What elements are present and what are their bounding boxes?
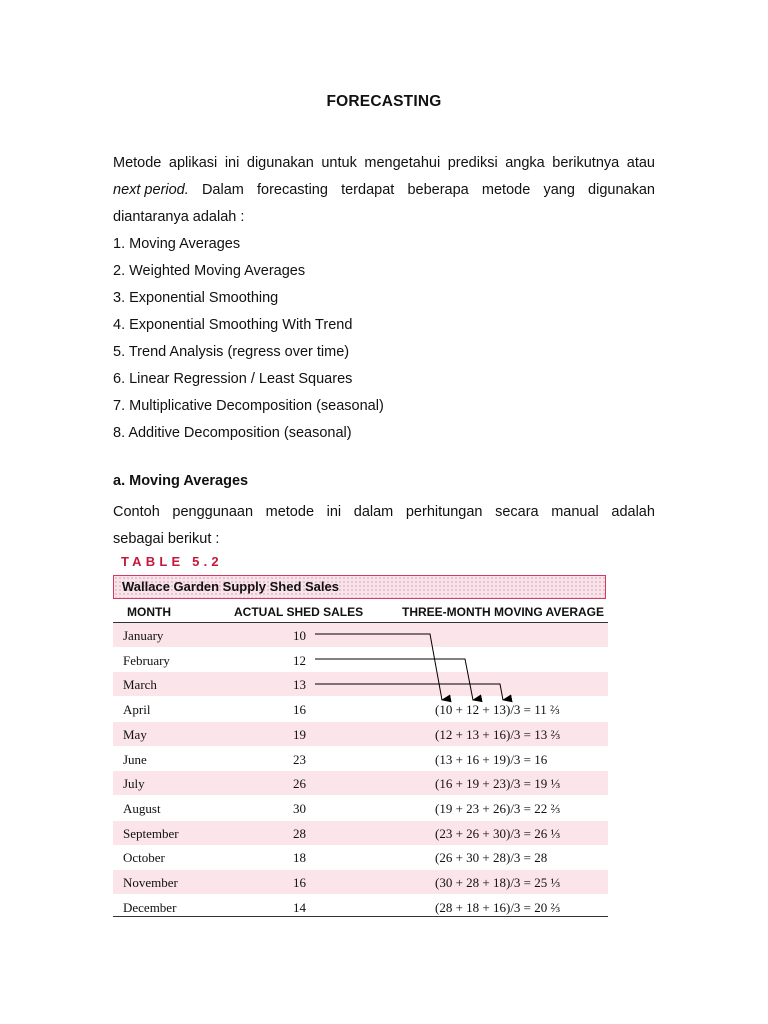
sales-cell: 26 <box>293 776 306 792</box>
word: Contoh <box>113 504 160 520</box>
list-item: 5. Trend Analysis (regress over time) <box>113 344 350 360</box>
word: metode <box>265 504 315 520</box>
header-actual-sales: ACTUAL SHED SALES <box>234 605 364 619</box>
word: digunakan <box>588 182 655 198</box>
word: secara <box>495 504 539 520</box>
list-item: 6. Linear Regression / Least Squares <box>113 371 353 387</box>
word: adalah <box>611 504 655 520</box>
list-item: 4. Exponential Smoothing With Trend <box>113 317 353 333</box>
average-cell: (16 + 19 + 23)/3 = 19 ⅓ <box>435 776 561 792</box>
month-cell: August <box>123 800 161 816</box>
month-cell: June <box>123 751 147 767</box>
average-cell: (28 + 18 + 16)/3 = 20 ⅔ <box>435 899 561 915</box>
month-cell: April <box>123 702 151 718</box>
table-row <box>113 870 608 894</box>
intro-line-2 <box>113 177 655 204</box>
table-row <box>113 697 608 721</box>
word: penggunaan <box>172 504 254 520</box>
italic-term: next period. <box>113 182 189 198</box>
table-row <box>113 672 608 696</box>
average-cell: (30 + 28 + 18)/3 = 25 ⅓ <box>435 875 561 890</box>
intro-paragraph <box>113 150 655 231</box>
word: prediksi <box>447 155 498 171</box>
word: atau <box>626 155 655 171</box>
list-item: 8. Additive Decomposition (seasonal) <box>113 425 352 441</box>
word: ini <box>326 504 342 520</box>
month-cell: October <box>123 850 165 866</box>
word: metode <box>481 182 531 198</box>
sales-cell: 19 <box>293 726 306 742</box>
word: dalam <box>353 504 394 520</box>
word: aplikasi <box>168 155 218 171</box>
average-cell: (19 + 23 + 26)/3 = 22 ⅔ <box>435 800 561 816</box>
table-row <box>113 747 608 771</box>
sales-cell: 18 <box>293 850 306 866</box>
month-cell: January <box>123 628 164 643</box>
word: terdapat <box>341 182 395 198</box>
word: berikutnya <box>552 155 620 171</box>
word: perhitungan <box>405 504 483 520</box>
month-cell: March <box>123 677 157 693</box>
sales-cell: 16 <box>293 702 306 718</box>
word: Metode <box>113 155 162 171</box>
table-title: Wallace Garden Supply Shed Sales <box>113 575 606 599</box>
table-row <box>113 648 608 672</box>
sales-cell: 12 <box>293 652 306 668</box>
page-title: FORECASTING <box>326 93 442 110</box>
list-item: 3. Exponential Smoothing <box>113 290 279 306</box>
table-row <box>113 623 608 647</box>
intro-line-1 <box>113 150 655 177</box>
word: digunakan <box>246 155 314 171</box>
word: forecasting <box>257 182 328 198</box>
table-row <box>113 796 608 820</box>
word: beberapa <box>407 182 469 198</box>
section-heading: a. Moving Averages <box>113 473 249 489</box>
month-cell: September <box>123 825 179 841</box>
methods-list <box>113 231 384 447</box>
word: mengetahui <box>364 155 441 171</box>
sales-cell: 13 <box>293 677 306 693</box>
month-cell: May <box>123 726 147 742</box>
table-bottom-rule <box>113 916 608 917</box>
table-row <box>113 722 608 746</box>
sales-cell: 30 <box>293 800 306 816</box>
header-month: MONTH <box>127 605 171 619</box>
month-cell: July <box>123 776 145 792</box>
average-cell: (12 + 13 + 16)/3 = 13 ⅔ <box>435 726 561 742</box>
word: angka <box>505 155 545 171</box>
table-header <box>113 601 608 623</box>
month-cell: February <box>123 652 170 668</box>
table-label: TABLE 5.2 <box>121 554 223 569</box>
average-cell: (26 + 30 + 28)/3 = 28 <box>435 850 548 866</box>
word: ini <box>224 155 240 171</box>
word: untuk <box>321 155 357 171</box>
sales-cell: 10 <box>293 628 306 643</box>
sales-cell: 23 <box>293 751 306 767</box>
month-cell: December <box>123 899 177 915</box>
word: manual <box>551 504 599 520</box>
average-cell: (10 + 12 + 13)/3 = 11 ⅔ <box>435 702 560 718</box>
list-item: 1. Moving Averages <box>113 236 241 252</box>
word: Dalam <box>201 182 244 198</box>
table-row <box>113 845 608 869</box>
sales-cell: 28 <box>293 825 306 841</box>
word: yang <box>543 182 575 198</box>
average-cell: (13 + 16 + 19)/3 = 16 <box>435 751 548 767</box>
section-line-2: sebagai berikut : <box>113 531 220 547</box>
table-row <box>113 821 608 845</box>
intro-line-3: diantaranya adalah : <box>113 209 245 225</box>
sales-cell: 14 <box>293 899 306 915</box>
section-line-1 <box>113 499 655 526</box>
header-moving-average: THREE-MONTH MOVING AVERAGE <box>402 605 605 619</box>
sales-cell: 16 <box>293 875 306 890</box>
month-cell: November <box>123 875 178 890</box>
average-cell: (23 + 26 + 30)/3 = 26 ⅓ <box>435 825 561 841</box>
list-item: 7. Multiplicative Decomposition (seasonal) <box>113 398 384 414</box>
table-row <box>113 771 608 795</box>
list-item: 2. Weighted Moving Averages <box>113 263 306 279</box>
section-paragraph <box>113 499 655 553</box>
